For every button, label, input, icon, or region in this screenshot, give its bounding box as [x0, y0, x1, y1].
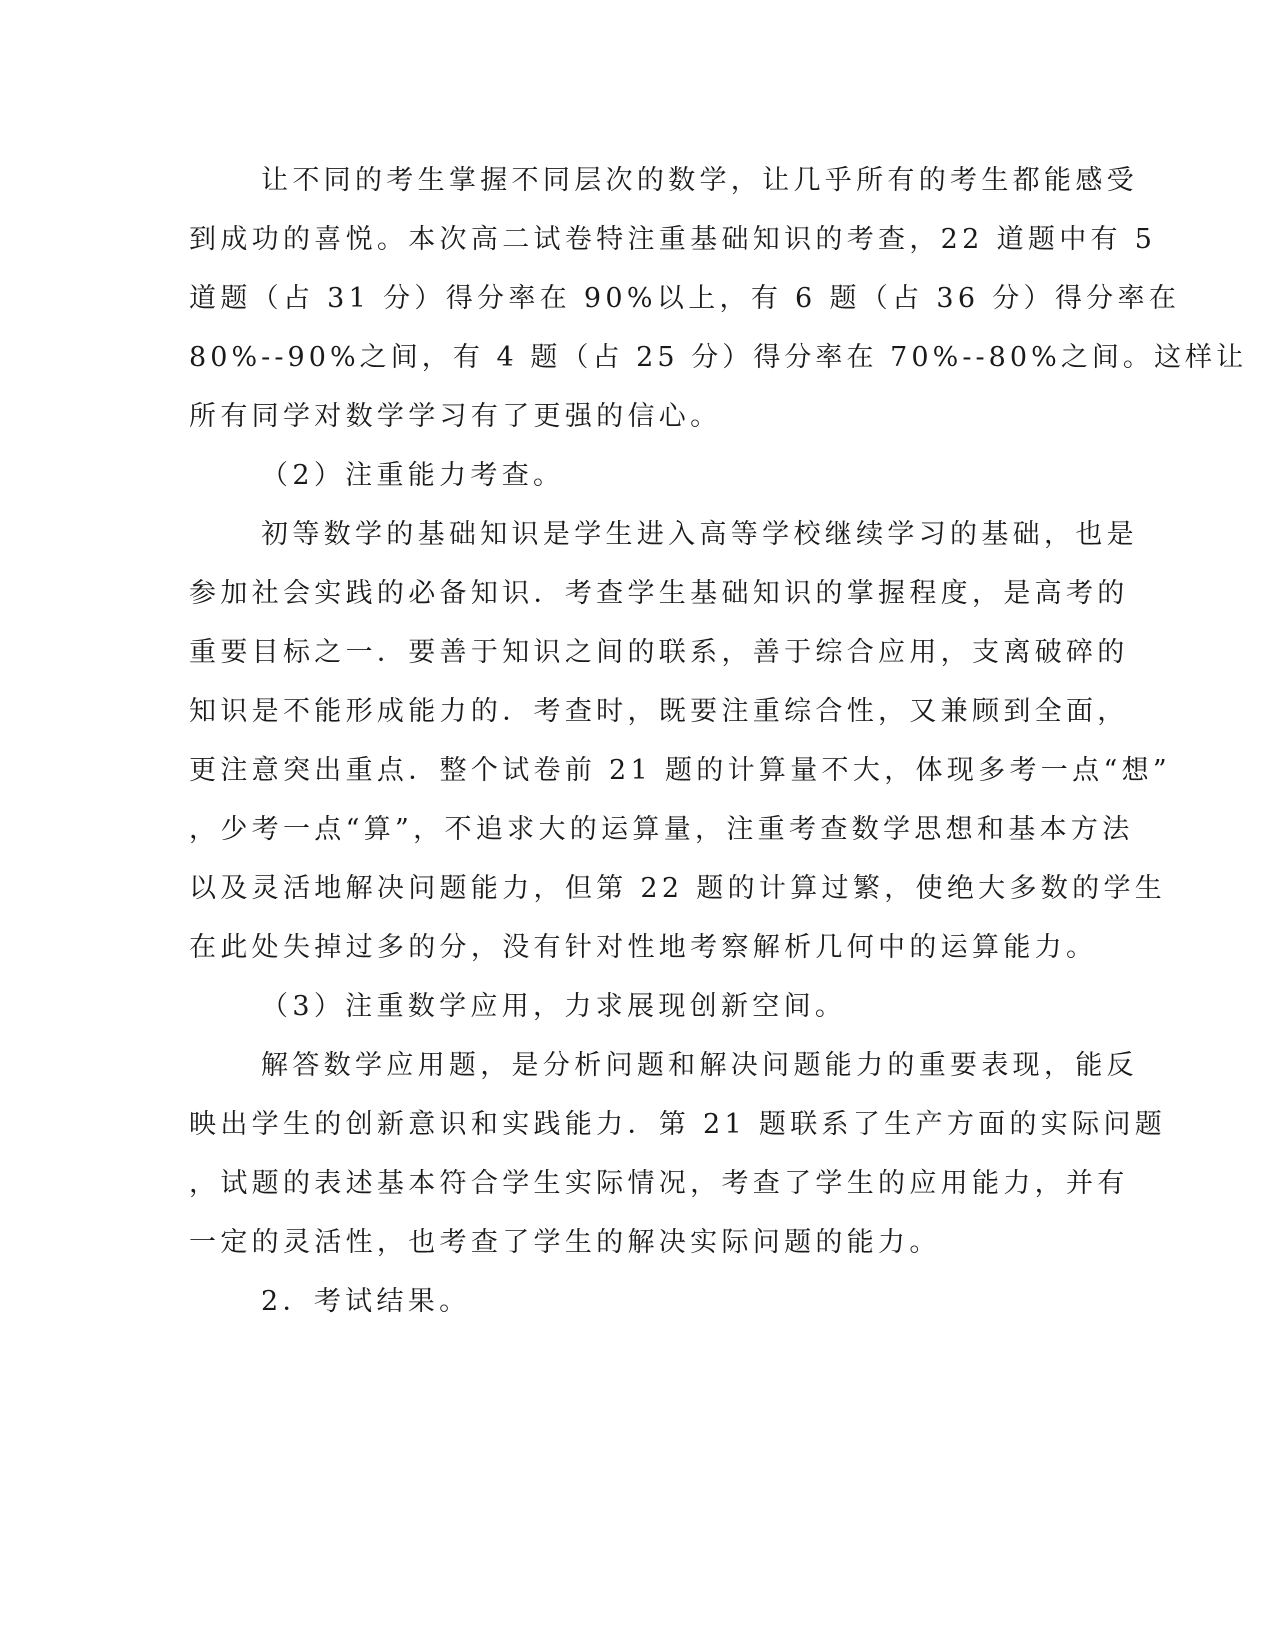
section-heading: （3）注重数学应用，力求展现创新空间。 — [261, 991, 847, 1022]
text-line: 让不同的考生掌握不同层次的数学，让几乎所有的考生都能感受 — [261, 165, 1138, 196]
text-line: 更注意突出重点．整个试卷前 21 题的计算量不大，体现多考一点“想” — [189, 755, 1172, 786]
text-line: 解答数学应用题，是分析问题和解决问题能力的重要表现，能反 — [261, 1050, 1138, 1081]
text-line: 到成功的喜悦。本次高二试卷特注重基础知识的考查，22 道题中有 5 — [189, 224, 1157, 255]
text-line: 80%--90%之间，有 4 题（占 25 分）得分率在 70%--80%之间。这样让 — [189, 342, 1248, 373]
section-heading: （2）注重能力考查。 — [261, 460, 565, 491]
text-line: ，少考一点“算”，不追求大的运算量，注重考查数学思想和基本方法 — [189, 814, 1134, 845]
text-line: ，试题的表述基本符合学生实际情况，考查了学生的应用能力，并有 — [189, 1168, 1129, 1199]
text-line: 重要目标之一．要善于知识之间的联系，善于综合应用，支离破碎的 — [189, 637, 1129, 668]
text-line: 参加社会实践的必备知识．考查学生基础知识的掌握程度，是高考的 — [189, 578, 1129, 609]
text-line: 一定的灵活性，也考查了学生的解决实际问题的能力。 — [189, 1227, 941, 1258]
section-heading: 2．考试结果。 — [261, 1286, 471, 1317]
text-line: 在此处失掉过多的分，没有针对性地考察解析几何中的运算能力。 — [189, 932, 1098, 963]
text-line: 映出学生的创新意识和实践能力．第 21 题联系了生产方面的实际问题 — [189, 1109, 1167, 1140]
text-line: 初等数学的基础知识是学生进入高等学校继续学习的基础，也是 — [261, 519, 1138, 550]
text-line: 道题（占 31 分）得分率在 90%以上，有 6 题（占 36 分）得分率在 — [189, 283, 1181, 314]
text-line: 所有同学对数学学习有了更强的信心。 — [189, 401, 722, 432]
text-line: 以及灵活地解决问题能力，但第 22 题的计算过繁，使绝大多数的学生 — [189, 873, 1167, 904]
text-line: 知识是不能形成能力的．考查时，既要注重综合性，又兼顾到全面， — [189, 696, 1129, 727]
